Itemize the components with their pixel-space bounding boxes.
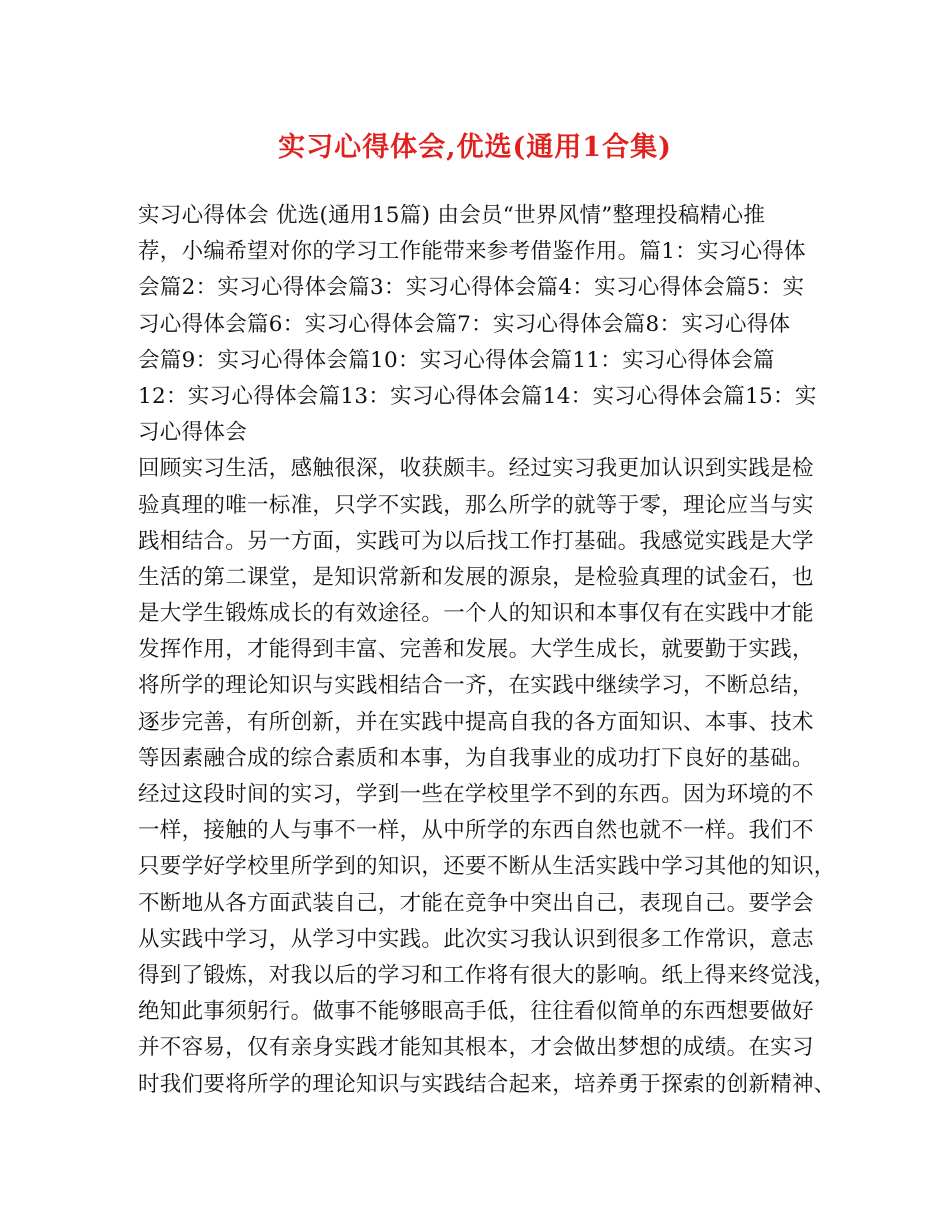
text-line: 将所学的理论知识与实践相结合一齐，在实践中继续学习，不断总结，	[138, 673, 814, 699]
text-line: 绝知此事须躬行。做事不能够眼高手低，往往看似简单的东西想要做好	[138, 999, 814, 1025]
text-line: 12：实习心得体会篇13：实习心得体会篇14：实习心得体会篇15：实	[138, 383, 817, 409]
text-line: 时我们要将所学的理论知识与实践结合起来，培养勇于探索的创新精神、	[138, 1071, 836, 1097]
text-line: 践相结合。另一方面，实践可为以后找工作打基础。我感觉实践是大学	[138, 528, 814, 554]
text-line: 并不容易，仅有亲身实践才能知其根本，才会做出梦想的成绩。在实习	[138, 1035, 814, 1061]
text-line: 会篇9：实习心得体会篇10：实习心得体会篇11：实习心得体会篇	[138, 347, 775, 373]
text-line: 习心得体会	[138, 420, 248, 446]
text-line: 发挥作用，才能得到丰富、完善和发展。大学生成长，就要勤于实践，	[138, 637, 814, 663]
text-line: 得到了锻炼，对我以后的学习和工作将有很大的影响。纸上得来终觉浅，	[138, 962, 836, 988]
text-line: 只要学好学校里所学到的知识，还要不断从生活实践中学习其他的知识，	[138, 854, 836, 880]
text-line: 经过这段时间的实习，学到一些在学校里学不到的东西。因为环境的不	[138, 782, 814, 807]
text-line: 从实践中学习，从学习中实践。此次实习我认识到很多工作常识，意志	[138, 926, 814, 952]
text-line: 会篇2：实习心得体会篇3：实习心得体会篇4：实习心得体会篇5：实	[138, 275, 805, 301]
text-line: 一样，接触的人与事不一样，从中所学的东西自然也就不一样。我们不	[138, 818, 814, 844]
text-line: 荐，小编希望对你的学习工作能带来参考借鉴作用。篇1：实习心得体	[138, 239, 806, 265]
text-line: 逐步完善，有所创新，并在实践中提高自我的各方面知识、本事、技术	[138, 709, 814, 735]
text-line: 是大学生锻炼成长的有效途径。一个人的知识和本事仅有在实践中才能	[138, 601, 814, 627]
text-line: 习心得体会篇6：实习心得体会篇7：实习心得体会篇8：实习心得体	[138, 311, 791, 337]
text-line: 等因素融合成的综合素质和本事，为自我事业的成功打下良好的基础。	[138, 745, 814, 771]
text-line: 实习心得体会 优选(通用15篇) 由会员“世界风情”整理投稿精心推	[138, 203, 766, 228]
document-title: 实习心得体会,优选(通用1合集)	[278, 132, 672, 163]
text-line: 不断地从各方面武装自己，才能在竞争中突出自己，表现自己。要学会	[138, 890, 814, 916]
document-body	[138, 198, 836, 1103]
text-line: 回顾实习生活，感触很深，收获颇丰。经过实习我更加认识到实践是检	[138, 456, 814, 482]
text-line: 生活的第二课堂，是知识常新和发展的源泉，是检验真理的试金石，也	[138, 564, 814, 590]
text-line: 验真理的唯一标准，只学不实践，那么所学的就等于零，理论应当与实	[138, 492, 814, 518]
